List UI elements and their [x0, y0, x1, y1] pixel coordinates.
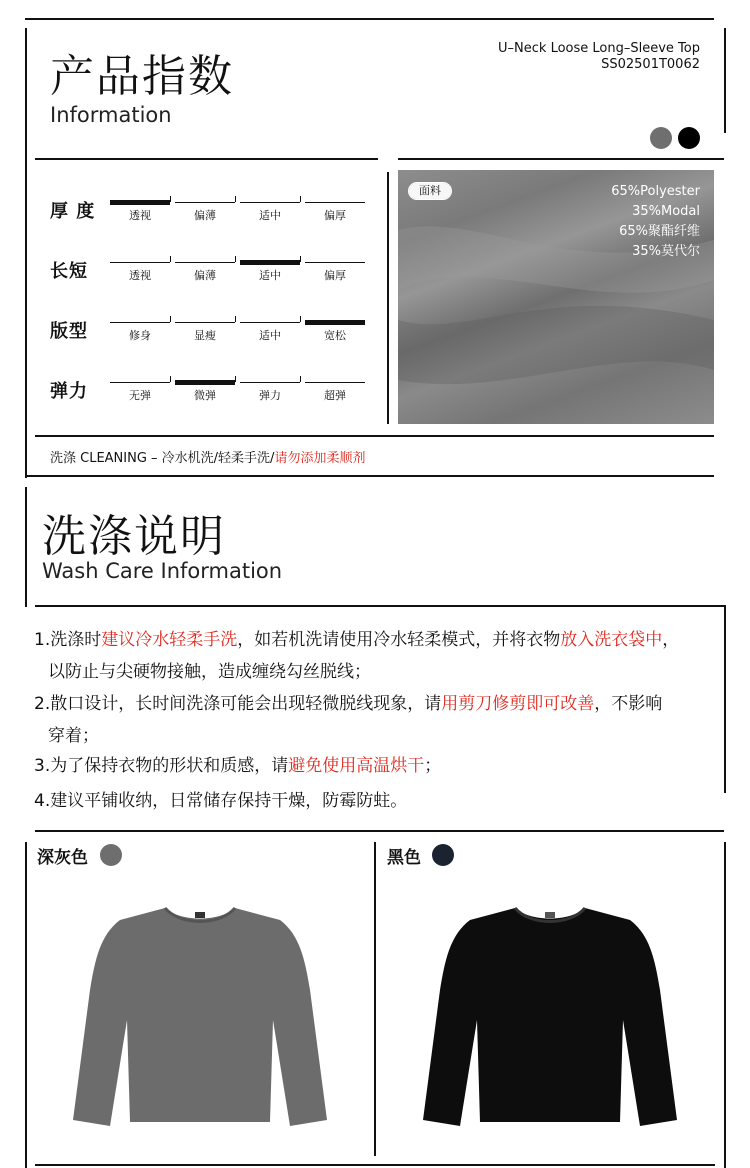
color-swatch-grey	[100, 844, 122, 866]
garment-image-grey	[65, 900, 335, 1130]
colors-right-line	[724, 842, 726, 1168]
index-bar	[110, 382, 170, 383]
wash-item	[34, 750, 714, 782]
wash-item	[34, 688, 714, 752]
index-tick	[170, 316, 171, 322]
product-code: SS02501T0062	[601, 57, 700, 72]
fabric-composition: 65%Polyester 35%Modal 65%聚酯纤维 35%莫代尔	[611, 184, 700, 259]
wash-highlight: 放入洗衣袋中	[560, 630, 663, 650]
index-option-label: 微弹	[194, 389, 216, 402]
index-bar-selected	[175, 380, 235, 385]
index-row-label: 厚 度	[50, 201, 96, 222]
divider-left	[35, 158, 378, 160]
index-tick	[170, 196, 171, 202]
wash-title: 洗涤说明	[42, 511, 226, 562]
product-info	[498, 41, 700, 73]
index-bar	[305, 262, 365, 263]
index-bar	[305, 382, 365, 383]
wash-highlight: 建议冷水轻柔手洗	[101, 630, 238, 650]
wash-text: 2.散口设计，长时间洗涤可能会出现轻微脱线现象，请	[34, 694, 442, 714]
index-option-label: 偏薄	[194, 209, 216, 222]
garment-image-black	[415, 900, 685, 1130]
index-bar	[240, 322, 300, 323]
index-bar	[305, 202, 365, 203]
index-bar-selected	[240, 260, 300, 265]
wash-subtitle: Wash Care Information	[42, 559, 283, 583]
wash-item	[34, 785, 714, 817]
product-name: U–Neck Loose Long–Sleeve Top	[498, 41, 700, 56]
fabric-swatch-image	[398, 170, 714, 424]
index-option-label: 透视	[129, 209, 151, 222]
cleaning-bottom-line	[25, 475, 714, 477]
index-bar	[175, 202, 235, 203]
wash-text: ；	[424, 756, 442, 776]
index-tick	[235, 316, 236, 322]
colors-top-line	[35, 830, 724, 832]
color-label-black: 黑色	[387, 848, 421, 868]
wash-text-continued: 以防止与尖硬物接触，造成缠绕勾丝脱线；	[48, 662, 371, 682]
index-option-label: 显瘦	[194, 329, 216, 342]
index-tick	[235, 376, 236, 382]
color-swatch-black	[432, 844, 454, 866]
index-tick	[300, 376, 301, 382]
wash-left-line	[25, 487, 27, 607]
index-option-label: 偏厚	[324, 269, 346, 282]
index-bar	[110, 262, 170, 263]
wash-divider	[35, 605, 724, 607]
colors-mid-line	[374, 842, 376, 1156]
color-label-grey: 深灰色	[37, 848, 88, 868]
wash-text: ，如若机洗请使用冷水轻柔模式，并将衣物	[237, 630, 561, 650]
index-vertical-divider	[387, 172, 389, 424]
index-option-label: 偏薄	[194, 269, 216, 282]
page-subtitle: Information	[50, 103, 172, 127]
wash-item	[34, 624, 714, 688]
index-option-label: 修身	[129, 329, 151, 342]
index-option-label: 弹力	[259, 389, 281, 402]
wash-text: ，不影响	[594, 694, 663, 714]
index-bar	[240, 382, 300, 383]
index-option-label: 超弹	[324, 389, 346, 402]
color-dot-black	[678, 127, 700, 149]
index-tick	[235, 196, 236, 202]
frame-top-line	[25, 18, 714, 20]
index-option-label: 适中	[259, 269, 281, 282]
index-option-label: 偏厚	[324, 209, 346, 222]
cleaning-top-line	[35, 435, 714, 437]
wash-highlight: 避免使用高温烘干	[288, 756, 425, 776]
wash-text: 3.为了保持衣物的形状和质感，请	[34, 756, 289, 776]
index-option-label: 宽松	[324, 329, 346, 342]
index-tick	[300, 196, 301, 202]
page-title: 产品指数	[50, 51, 234, 102]
index-option-label: 无弹	[129, 389, 151, 402]
wash-right-line	[724, 605, 726, 793]
index-row-label: 长短	[50, 261, 88, 282]
index-tick	[170, 376, 171, 382]
cleaning-note: 洗涤 CLEANING – 冷水机洗/轻柔手洗/请勿添加柔顺剂	[50, 451, 366, 466]
divider-right	[398, 158, 724, 160]
index-option-label: 适中	[259, 209, 281, 222]
index-row-label: 弹力	[50, 381, 88, 402]
index-tick	[235, 256, 236, 262]
frame-right-line	[724, 28, 726, 133]
wash-text: 4.建议平铺收纳，日常储存保持干燥，防霉防蛀。	[34, 791, 408, 811]
fabric-tag: 面料	[408, 182, 452, 200]
index-bar-selected	[110, 200, 170, 205]
index-tick	[170, 256, 171, 262]
frame-left-line	[25, 28, 27, 478]
index-bar-selected	[305, 320, 365, 325]
index-tick	[300, 316, 301, 322]
index-bar	[110, 322, 170, 323]
wash-highlight: 用剪刀修剪即可改善	[441, 694, 595, 714]
index-bar	[175, 322, 235, 323]
wash-text-continued: 穿着；	[48, 726, 99, 746]
index-option-label: 透视	[129, 269, 151, 282]
index-bar	[175, 262, 235, 263]
index-bar	[240, 202, 300, 203]
wash-text: 1.洗涤时	[34, 630, 102, 650]
colors-bottom-line	[35, 1164, 715, 1166]
wash-text: ，	[662, 630, 680, 650]
index-row-label: 版型	[50, 321, 88, 342]
index-tick	[300, 256, 301, 262]
color-dot-grey	[650, 127, 672, 149]
colors-left-line	[25, 842, 27, 1168]
index-option-label: 适中	[259, 329, 281, 342]
